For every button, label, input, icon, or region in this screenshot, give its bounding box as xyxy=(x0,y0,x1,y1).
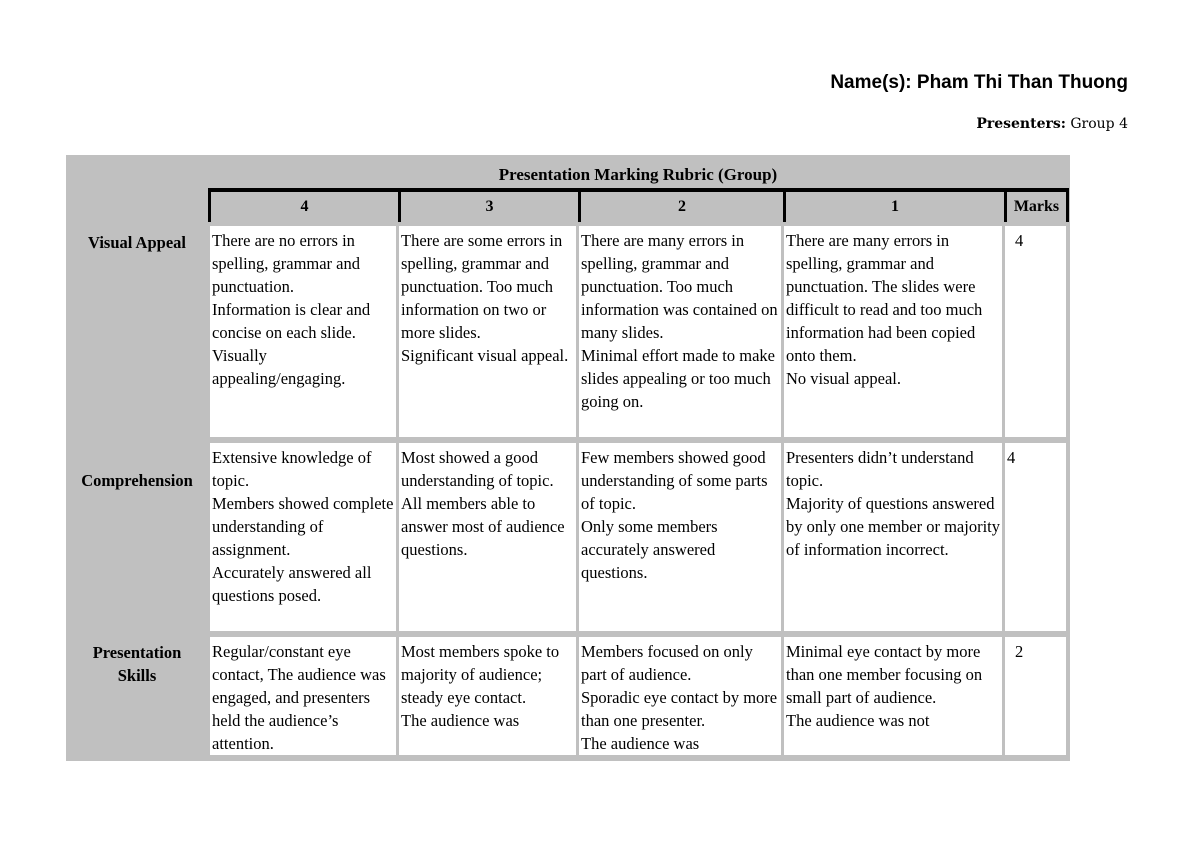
column-header-1: 1 xyxy=(783,192,1004,222)
presenters-heading xyxy=(976,116,1128,132)
rubric-cell: There are many errors in spelling, grammar and punctuation. Too much information was contained on many slides. Minimal effort made to make slides appealing or too much going on. xyxy=(579,226,781,437)
rubric-cell: There are many errors in spelling, grammar and punctuation. The slides were difficult to read and too much information had been copied onto them. No visual appeal. xyxy=(784,226,1002,437)
rubric-title: Presentation Marking Rubric (Group) xyxy=(498,165,778,184)
rubric-cell: There are no errors in spelling, grammar and punctuation. Information is clear and concise on each slide. Visually appealing/engaging. xyxy=(210,226,396,437)
mark-value: 4 xyxy=(1005,226,1066,437)
rubric-cell: Most showed a good understanding of topic. All members able to answer most of audience questions. xyxy=(399,443,576,631)
rubric-cell: Few members showed good understanding of some parts of topic. Only some members accurately answered questions. xyxy=(579,443,781,631)
column-header-2: 2 xyxy=(578,192,783,222)
rubric-cell: There are some errors in spelling, grammar and punctuation. Too much information on two or more slides. Significant visual appeal. xyxy=(399,226,576,437)
rubric-cell: Minimal eye contact by more than one member focusing on small part of audience. The audience was not xyxy=(784,637,1002,755)
row-label-presentation-skills: Presentation Skills xyxy=(92,643,182,685)
column-header-marks: Marks xyxy=(1004,192,1069,222)
row-label-visual-appeal: Visual Appeal xyxy=(88,233,186,252)
rubric-cell: Most members spoke to majority of audience; steady eye contact. The audience was xyxy=(399,637,576,755)
mark-value: 2 xyxy=(1005,637,1066,755)
rubric-cell: Extensive knowledge of topic. Members showed complete understanding of assignment. Accurately answered all questions posed. xyxy=(210,443,396,631)
column-header-4: 4 xyxy=(208,192,398,222)
mark-value: 4 xyxy=(1005,443,1066,631)
column-header-3: 3 xyxy=(398,192,578,222)
rubric-cell: Members focused on only part of audience. Sporadic eye contact by more than one presenter. The audience was xyxy=(579,637,781,755)
rubric-cell: Regular/constant eye contact, The audience was engaged, and presenters held the audience’s attention. xyxy=(210,637,396,755)
presenters-label: Presenters: xyxy=(976,116,1066,132)
rubric-table xyxy=(66,155,1070,761)
row-label-comprehension: Comprehension xyxy=(81,471,193,490)
rubric-cell: Presenters didn’t understand topic. Majority of questions answered by only one member or majority of information incorrect. xyxy=(784,443,1002,631)
names-heading: Name(s): Pham Thi Than Thuong xyxy=(830,72,1128,93)
presenters-value: Group 4 xyxy=(1065,116,1128,132)
